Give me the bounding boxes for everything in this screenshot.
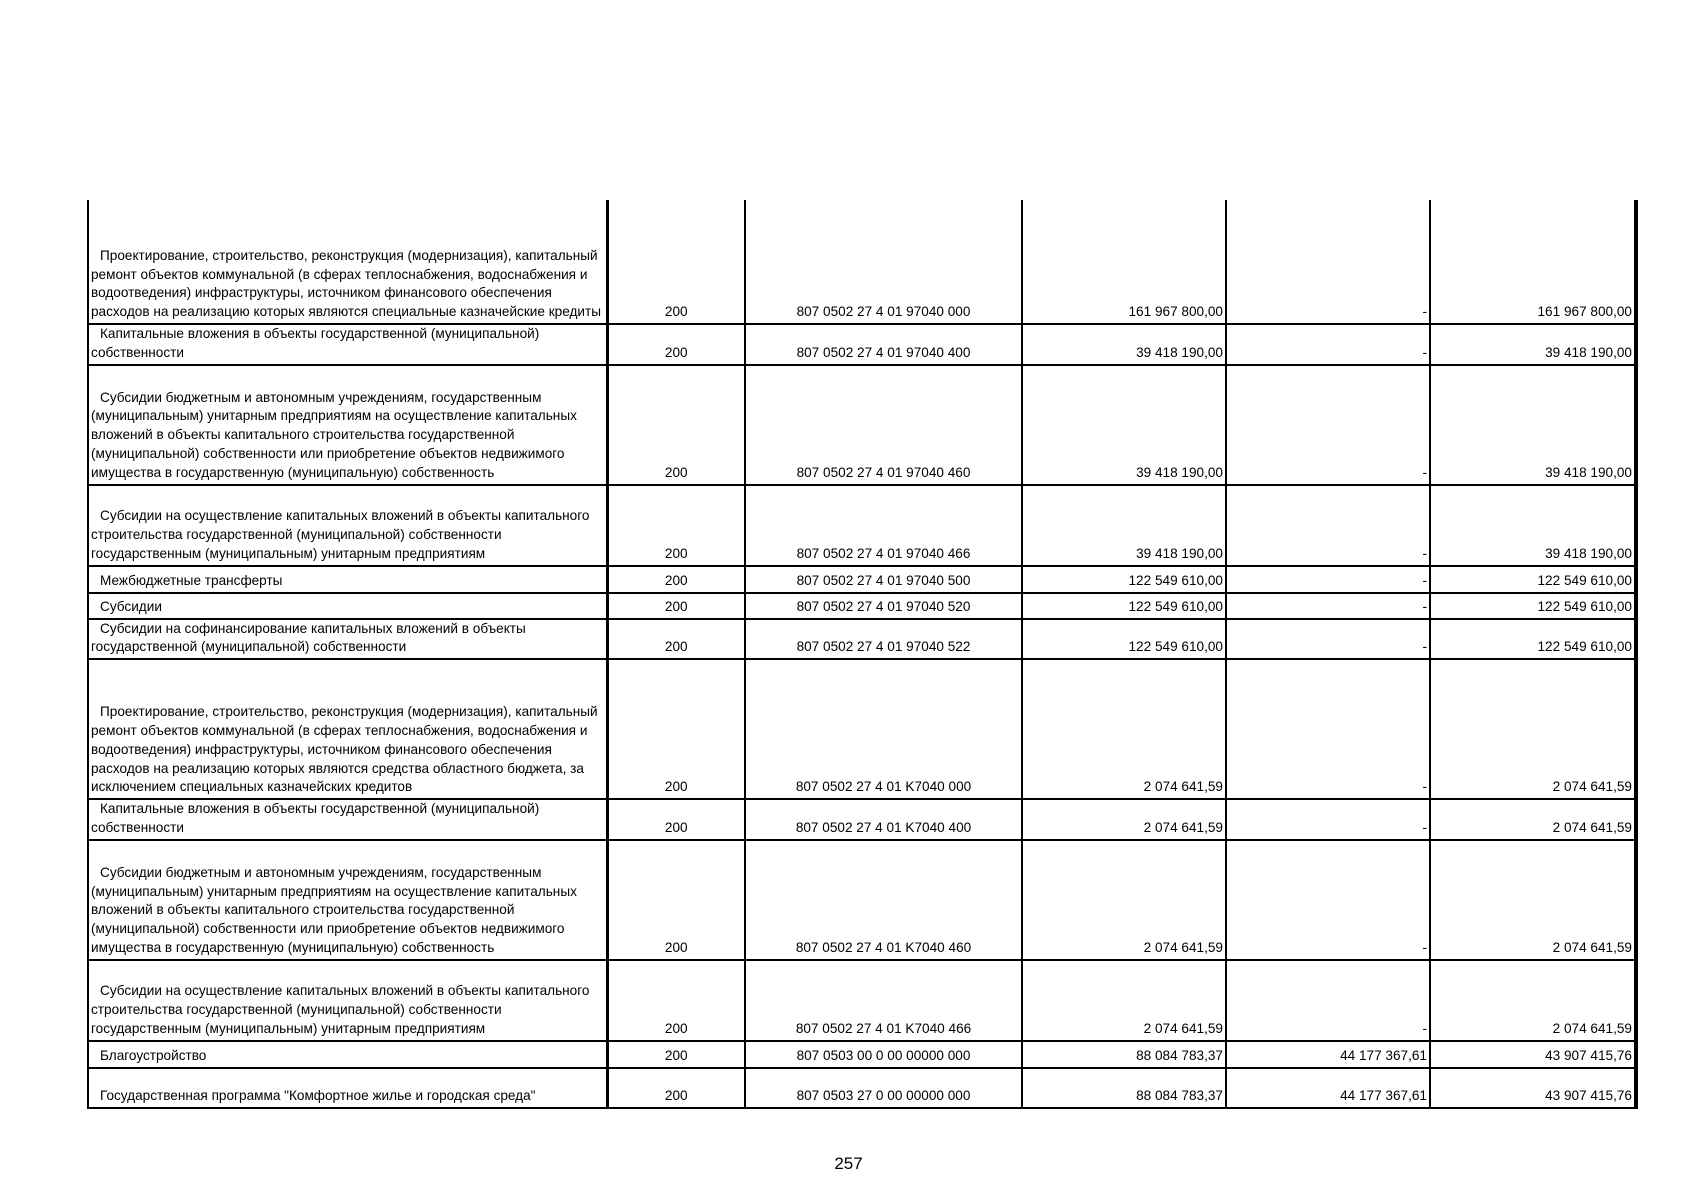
row-kbk: 807 0502 27 4 01 97040 522 xyxy=(745,619,1022,660)
row-name: Субсидии бюджетным и автономным учреждениям, государственным (муниципальным) унитарным предприятиям на осуществление капитальных вложений в объекты капитального строительства государственной (муниципальной) собственности или приобретение объектов недвижимого имущества в государственную (муниципальную) собственность xyxy=(88,365,607,485)
row-kbk: 807 0502 27 4 01 97040 460 xyxy=(745,365,1022,485)
row-kbk: 807 0502 27 4 01 97040 466 xyxy=(745,485,1022,566)
row-code: 200 xyxy=(607,799,745,840)
row-code: 200 xyxy=(607,1041,745,1068)
table-row xyxy=(88,1068,1636,1108)
row-unexecuted: 43 907 415,76 xyxy=(1430,1041,1636,1068)
row-approved: 122 549 610,00 xyxy=(1022,619,1226,660)
row-unexecuted: 39 418 190,00 xyxy=(1430,324,1636,365)
row-name: Межбюджетные трансферты xyxy=(88,566,607,593)
row-kbk: 807 0502 27 4 01 K7040 400 xyxy=(745,799,1022,840)
row-kbk: 807 0502 27 4 01 K7040 000 xyxy=(745,659,1022,799)
row-unexecuted: 122 549 610,00 xyxy=(1430,619,1636,660)
row-executed: - xyxy=(1226,593,1430,619)
row-kbk: 807 0502 27 4 01 97040 000 xyxy=(745,200,1022,324)
row-executed: - xyxy=(1226,485,1430,566)
table-row xyxy=(88,324,1636,365)
budget-table xyxy=(87,200,1638,1109)
row-approved: 2 074 641,59 xyxy=(1022,960,1226,1041)
table-row xyxy=(88,593,1636,619)
row-approved: 161 967 800,00 xyxy=(1022,200,1226,324)
row-kbk: 807 0502 27 4 01 97040 400 xyxy=(745,324,1022,365)
table-row xyxy=(88,619,1636,660)
row-code: 200 xyxy=(607,593,745,619)
row-approved: 122 549 610,00 xyxy=(1022,593,1226,619)
row-unexecuted: 122 549 610,00 xyxy=(1430,566,1636,593)
row-executed: - xyxy=(1226,840,1430,960)
row-code: 200 xyxy=(607,659,745,799)
row-executed: - xyxy=(1226,799,1430,840)
row-code: 200 xyxy=(607,324,745,365)
row-code: 200 xyxy=(607,960,745,1041)
row-kbk: 807 0502 27 4 01 K7040 466 xyxy=(745,960,1022,1041)
row-executed: - xyxy=(1226,566,1430,593)
row-approved: 39 418 190,00 xyxy=(1022,365,1226,485)
row-name: Субсидии на осуществление капитальных вложений в объекты капитального строительства государственной (муниципальной) собственности государственным (муниципальным) унитарным предприятиям xyxy=(88,960,607,1041)
row-kbk: 807 0502 27 4 01 K7040 460 xyxy=(745,840,1022,960)
table-row xyxy=(88,485,1636,566)
row-executed: 44 177 367,61 xyxy=(1226,1041,1430,1068)
row-executed: - xyxy=(1226,659,1430,799)
row-code: 200 xyxy=(607,200,745,324)
row-executed: - xyxy=(1226,200,1430,324)
row-name: Капитальные вложения в объекты государственной (муниципальной) собственности xyxy=(88,799,607,840)
row-name: Субсидии xyxy=(88,593,607,619)
row-approved: 2 074 641,59 xyxy=(1022,659,1226,799)
row-unexecuted: 2 074 641,59 xyxy=(1430,799,1636,840)
row-name: Благоустройство xyxy=(88,1041,607,1068)
row-approved: 2 074 641,59 xyxy=(1022,799,1226,840)
row-code: 200 xyxy=(607,566,745,593)
row-kbk: 807 0503 00 0 00 00000 000 xyxy=(745,1041,1022,1068)
table-row xyxy=(88,840,1636,960)
row-unexecuted: 161 967 800,00 xyxy=(1430,200,1636,324)
row-executed: - xyxy=(1226,619,1430,660)
row-unexecuted: 122 549 610,00 xyxy=(1430,593,1636,619)
row-unexecuted: 39 418 190,00 xyxy=(1430,485,1636,566)
row-executed: 44 177 367,61 xyxy=(1226,1068,1430,1108)
page-number: 257 xyxy=(834,1154,863,1173)
row-name: Субсидии на осуществление капитальных вложений в объекты капитального строительства государственной (муниципальной) собственности государственным (муниципальным) унитарным предприятиям xyxy=(88,485,607,566)
row-kbk: 807 0502 27 4 01 97040 500 xyxy=(745,566,1022,593)
row-approved: 39 418 190,00 xyxy=(1022,485,1226,566)
row-approved: 2 074 641,59 xyxy=(1022,840,1226,960)
row-name: Субсидии на софинансирование капитальных вложений в объекты государственной (муниципальной) собственности xyxy=(88,619,607,660)
row-code: 200 xyxy=(607,485,745,566)
row-approved: 39 418 190,00 xyxy=(1022,324,1226,365)
row-unexecuted: 2 074 641,59 xyxy=(1430,960,1636,1041)
row-code: 200 xyxy=(607,365,745,485)
table-row xyxy=(88,1041,1636,1068)
row-unexecuted: 2 074 641,59 xyxy=(1430,840,1636,960)
row-kbk: 807 0502 27 4 01 97040 520 xyxy=(745,593,1022,619)
table-row xyxy=(88,365,1636,485)
row-executed: - xyxy=(1226,324,1430,365)
row-executed: - xyxy=(1226,365,1430,485)
row-unexecuted: 2 074 641,59 xyxy=(1430,659,1636,799)
row-unexecuted: 43 907 415,76 xyxy=(1430,1068,1636,1108)
table-row xyxy=(88,960,1636,1041)
table-row xyxy=(88,799,1636,840)
row-code: 200 xyxy=(607,1068,745,1108)
row-unexecuted: 39 418 190,00 xyxy=(1430,365,1636,485)
row-name: Государственная программа "Комфортное жилье и городская среда" xyxy=(88,1068,607,1108)
row-code: 200 xyxy=(607,840,745,960)
row-code: 200 xyxy=(607,619,745,660)
row-name: Капитальные вложения в объекты государственной (муниципальной) собственности xyxy=(88,324,607,365)
table-row xyxy=(88,659,1636,799)
row-approved: 88 084 783,37 xyxy=(1022,1041,1226,1068)
row-name: Проектирование, строительство, реконструкция (модернизация), капитальный ремонт объектов коммунальной (в сферах теплоснабжения, водоснабжения и водоотведения) инфраструктуры, источником финансового обеспечения расходов на реализацию которых являются средства областного бюджета, за исключением специальных казначейских кредитов xyxy=(88,659,607,799)
row-approved: 88 084 783,37 xyxy=(1022,1068,1226,1108)
row-name: Субсидии бюджетным и автономным учреждениям, государственным (муниципальным) унитарным предприятиям на осуществление капитальных вложений в объекты капитального строительства государственной (муниципальной) собственности или приобретение объектов недвижимого имущества в государственную (муниципальную) собственность xyxy=(88,840,607,960)
table-row xyxy=(88,566,1636,593)
row-approved: 122 549 610,00 xyxy=(1022,566,1226,593)
row-executed: - xyxy=(1226,960,1430,1041)
row-kbk: 807 0503 27 0 00 00000 000 xyxy=(745,1068,1022,1108)
row-name: Проектирование, строительство, реконструкция (модернизация), капитальный ремонт объектов коммунальной (в сферах теплоснабжения, водоснабжения и водоотведения) инфраструктуры, источником финансового обеспечения расходов на реализацию которых являются специальные казначейские кредиты xyxy=(88,200,607,324)
table-row xyxy=(88,200,1636,324)
